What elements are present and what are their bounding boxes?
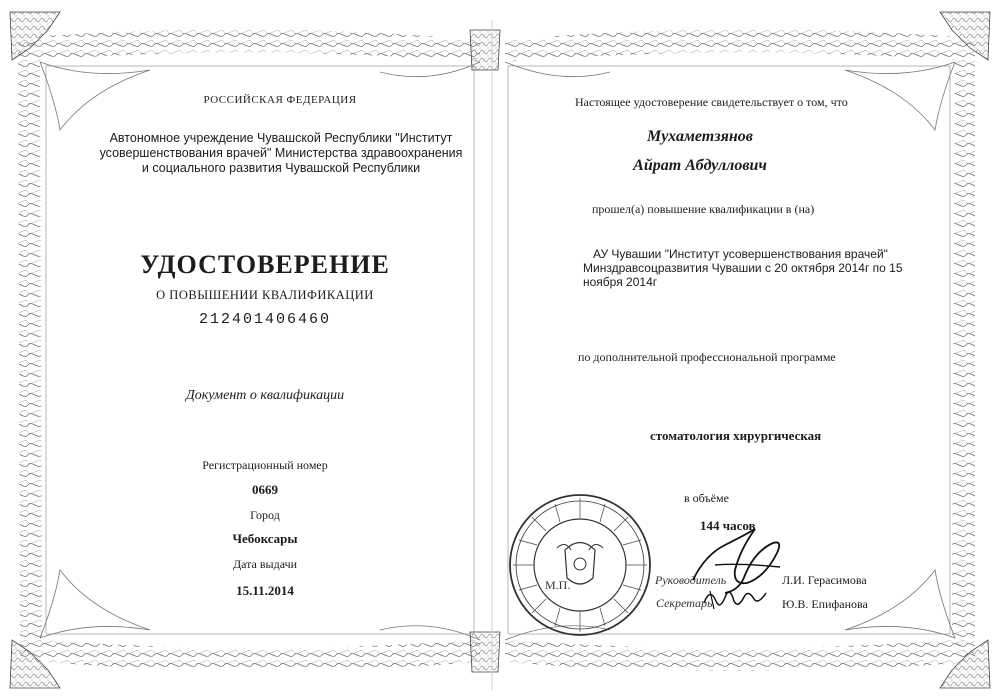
issuer-name (96, 131, 466, 176)
stamp-place-label: М.П. (545, 578, 571, 592)
issue-date-value: 15.11.2014 (236, 583, 294, 598)
head-label: Руководитель (655, 573, 727, 587)
document-title: УДОСТОВЕРЕНИЕ (140, 250, 390, 279)
registration-number: 0669 (252, 482, 278, 497)
issuer-line: и социального развития Чувашской Республики (141, 161, 421, 175)
certify-intro: Настоящее удостоверение свидетельствует о том, что (575, 95, 848, 109)
hours-intro: в объёме (684, 491, 729, 505)
country-name: РОССИЙСКАЯ ФЕДЕРАЦИЯ (203, 94, 357, 106)
holder-given-names: Айрат Абдуллович (633, 157, 767, 174)
official-seal-stamp (505, 490, 655, 640)
secretary-name: Ю.В. Епифанова (782, 597, 868, 611)
completion-text: прошел(а) повышение квалификации в (на) (592, 202, 815, 216)
document-kind: Документ о квалификации (185, 388, 345, 403)
holder-surname: Мухаметзянов (647, 128, 753, 145)
hours-value: 144 часов (700, 518, 756, 533)
issue-date-label: Дата выдачи (232, 557, 298, 571)
secretary-label: Секретарь (656, 596, 713, 610)
document-subtitle: О ПОВЫШЕНИИ КВАЛИФИКАЦИИ (156, 288, 374, 302)
institution-line: ноября 2014г (583, 275, 658, 289)
city-label: Город (250, 508, 280, 522)
head-name: Л.И. Герасимова (782, 573, 867, 587)
document-number: 212401406460 (198, 311, 332, 328)
issuer-line: усовершенствования врачей" Министерства здравоохранения (99, 146, 463, 160)
institution-line: Минздравсоцразвития Чувашии с 20 октября 2014г по 15 (583, 261, 903, 275)
issuer-line: Автономное учреждение Чувашской Республики "Институт (109, 131, 453, 145)
registration-label: Регистрационный номер (202, 458, 328, 472)
city-value: Чебоксары (232, 531, 298, 546)
secretary-signature (700, 583, 770, 613)
program-name: стоматология хирургическая (650, 428, 822, 443)
training-institution (583, 247, 923, 289)
institution-line: АУ Чувашии "Институт усовершенствования врачей" (593, 247, 888, 261)
program-intro: по дополнительной профессиональной программе (578, 350, 836, 364)
